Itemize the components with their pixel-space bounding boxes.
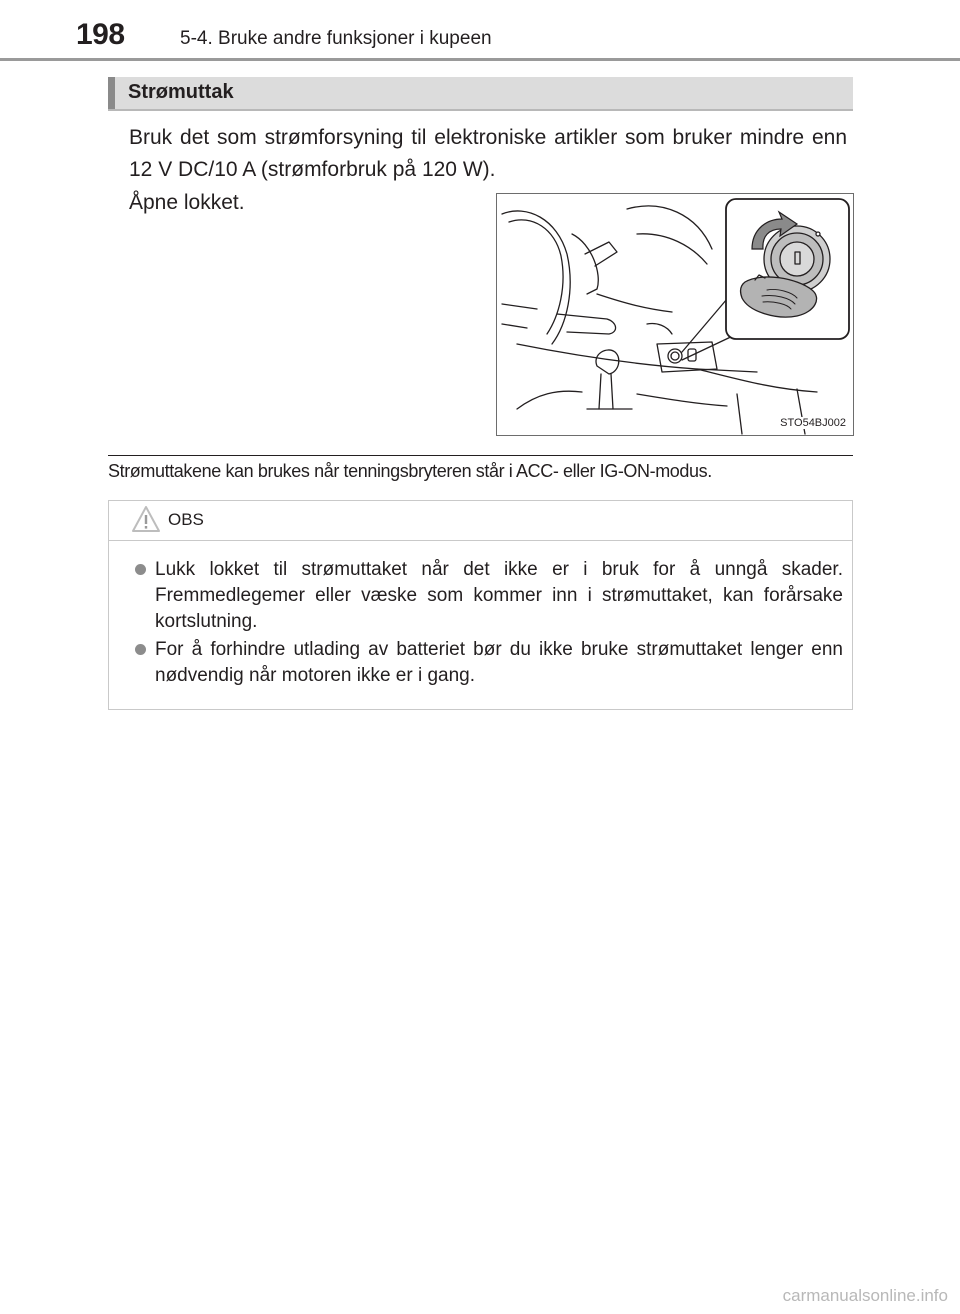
obs-item-text: Lukk lokket til strømuttaket når det ikke er i bruk for å unngå skader. Fremmedlegemer eller væske som kommer inn i strømuttaket, kan forårsake kortslutning. [155, 559, 843, 632]
obs-label: OBS [168, 510, 204, 529]
step-text: Åpne lokket. [129, 191, 245, 214]
obs-notice-box [108, 500, 853, 710]
note-divider [108, 455, 853, 456]
chapter-title: 5-4. Bruke andre funksjoner i kupeen [180, 28, 492, 49]
section-accent [108, 77, 115, 109]
watermark: carmanualsonline.info [782, 1286, 948, 1305]
section-title: Strømuttak [128, 81, 234, 103]
intro-paragraph: Bruk det som strømforsyning til elektroniske artikler som bruker mindre enn 12 V DC/10 A (strømforbruk på 120 W). [129, 126, 847, 181]
obs-header [109, 501, 852, 541]
bullet-icon [135, 564, 146, 575]
car-interior-drawing [497, 194, 854, 436]
obs-item [135, 557, 843, 635]
outlet-note: Strømuttakene kan brukes når tenningsbryteren står i ACC- eller IG-ON-modus. [108, 461, 712, 481]
figure-code: STO54BJ002 [780, 417, 846, 429]
section-heading-bar [108, 77, 853, 111]
obs-item-text: For å forhindre utlading av batteriet bør du ikke bruke strømuttaket lenger enn nødvendig når motoren ikke er i gang. [155, 639, 843, 686]
warning-triangle-icon [131, 504, 161, 534]
header-divider [0, 58, 960, 61]
page-number: 198 [76, 18, 125, 51]
power-outlet-illustration [496, 193, 854, 436]
bullet-icon [135, 644, 146, 655]
obs-item [135, 637, 843, 689]
